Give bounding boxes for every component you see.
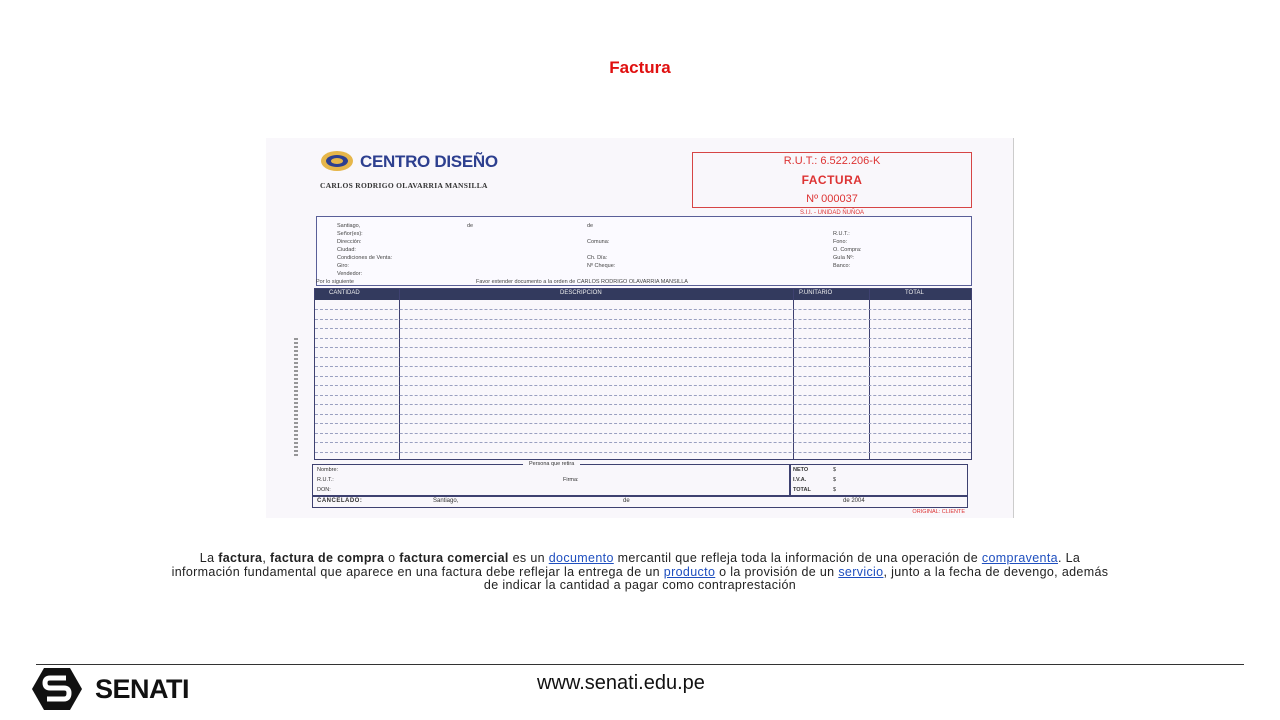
favor-extender-note: Favor extender documento a la orden de CARLOS RODRIGO OLAVARRIA MANSILLA — [476, 279, 688, 285]
desc-bold: factura — [218, 551, 263, 565]
link-compraventa[interactable]: compraventa — [981, 551, 1058, 565]
original-cliente: ORIGINAL: CLIENTE — [912, 509, 965, 515]
field-label: de — [467, 223, 474, 229]
field-label: Condiciones de Venta: — [337, 255, 393, 261]
invoice-sii: S.I.I. - UNIDAD ÑUÑOA — [799, 210, 864, 216]
field-label: Ciudad: — [337, 247, 356, 253]
receiver-field: R.U.T.: — [317, 477, 334, 483]
table-row — [315, 338, 971, 339]
field-label: Comuna: — [587, 239, 610, 245]
column-header: CANTIDAD — [329, 290, 360, 296]
receiver-field: DON: — [317, 487, 331, 493]
field-label: Santiago, — [337, 223, 361, 229]
receiver-field: Nombre: — [317, 467, 339, 473]
column-divider — [399, 289, 400, 459]
desc-text: La — [199, 551, 219, 565]
invoice-doc-title: FACTURA — [801, 173, 863, 187]
desc-text: , junto a la fecha de devengo, además de indicar la cantidad a pagar como contraprestación — [483, 564, 1109, 592]
field-label: Fono: — [833, 239, 848, 245]
desc-text: es un — [508, 551, 549, 565]
table-row — [315, 376, 971, 377]
link-documento[interactable]: documento — [548, 551, 614, 565]
table-row — [315, 328, 971, 329]
field-label: de — [587, 223, 594, 229]
santiago-label: Santiago, — [433, 498, 459, 504]
table-row — [315, 357, 971, 358]
field-label: Vendedor: — [337, 271, 363, 277]
desc-text: o — [384, 551, 400, 565]
column-header: P.UNITARIO — [799, 290, 833, 296]
footer-url[interactable]: www.senati.edu.pe — [537, 672, 705, 694]
de-label: de — [623, 498, 630, 504]
column-header: TOTAL — [905, 290, 924, 296]
table-row — [315, 385, 971, 386]
rut-box — [692, 152, 972, 208]
slide-title: Factura — [609, 58, 671, 77]
table-row — [315, 433, 971, 434]
table-row — [315, 309, 971, 310]
year-label: de 2004 — [843, 498, 865, 504]
cancelado-label: CANCELADO: — [317, 498, 363, 504]
column-divider — [869, 289, 870, 459]
desc-text: o la provisión de un — [715, 564, 839, 579]
currency-sign: $ — [833, 487, 837, 493]
desc-text: , — [262, 551, 270, 565]
invoice-number: Nº 000037 — [806, 193, 858, 205]
invoice-brand: CENTRO DISEÑO — [360, 152, 498, 171]
table-row — [315, 395, 971, 396]
invoice-rut: R.U.T.: 6.522.206-K — [783, 155, 881, 167]
items-table — [314, 288, 972, 460]
table-row — [315, 347, 971, 348]
factura-description — [170, 552, 1110, 593]
field-label: Señor(es): — [337, 231, 363, 237]
link-servicio[interactable]: servicio — [838, 564, 884, 579]
currency-sign: $ — [833, 467, 837, 473]
link-producto[interactable]: producto — [663, 564, 716, 579]
total-label: NETO — [793, 467, 809, 473]
items-table-header — [315, 289, 971, 300]
side-print-text — [294, 338, 300, 468]
field-label: Ch. Día: — [587, 255, 608, 261]
field-label: Giro: — [337, 263, 349, 269]
receiver-box — [312, 461, 968, 496]
field-label: Guía Nº: — [833, 255, 854, 261]
total-label: TOTAL — [793, 487, 811, 493]
senati-logo-icon — [30, 666, 84, 712]
invoice-owner: CARLOS RODRIGO OLAVARRIA MANSILLA — [320, 181, 488, 190]
senati-wordmark: SENATI — [95, 674, 190, 704]
column-divider — [793, 289, 794, 459]
desc-bold: factura de compra — [270, 551, 385, 565]
table-row — [315, 404, 971, 405]
por-lo-siguiente: Por lo siguiente — [316, 279, 354, 285]
table-row — [315, 423, 971, 424]
invoice-image — [266, 138, 1014, 518]
desc-text: mercantil que refleja toda la información de una operación de — [613, 551, 982, 565]
table-row — [315, 366, 971, 367]
client-fields-box — [316, 216, 972, 286]
table-row — [315, 442, 971, 443]
footer-divider — [36, 664, 1244, 665]
desc-text: . La información fundamental que aparece en una factura debe reflejar la entrega de un — [171, 551, 1081, 579]
centro-diseno-logo-icon — [320, 150, 354, 172]
field-label: Dirección: — [337, 239, 362, 245]
desc-bold: factura comercial — [399, 551, 509, 565]
table-row — [315, 452, 971, 453]
invoice-logo — [320, 150, 590, 220]
currency-sign: $ — [833, 477, 837, 483]
table-row — [315, 319, 971, 320]
table-row — [315, 414, 971, 415]
field-label: Banco: — [833, 263, 851, 269]
field-label: Nº Cheque: — [587, 263, 616, 269]
column-header: DESCRIPCION — [560, 290, 602, 296]
firma-label: Firma: — [563, 477, 579, 483]
field-label: O. Compra: — [833, 247, 862, 253]
cancelado-box — [312, 496, 968, 508]
field-label: R.U.T.: — [833, 231, 850, 237]
total-label: I.V.A. — [793, 477, 807, 483]
receiver-caption: Persona que retira — [523, 461, 580, 467]
